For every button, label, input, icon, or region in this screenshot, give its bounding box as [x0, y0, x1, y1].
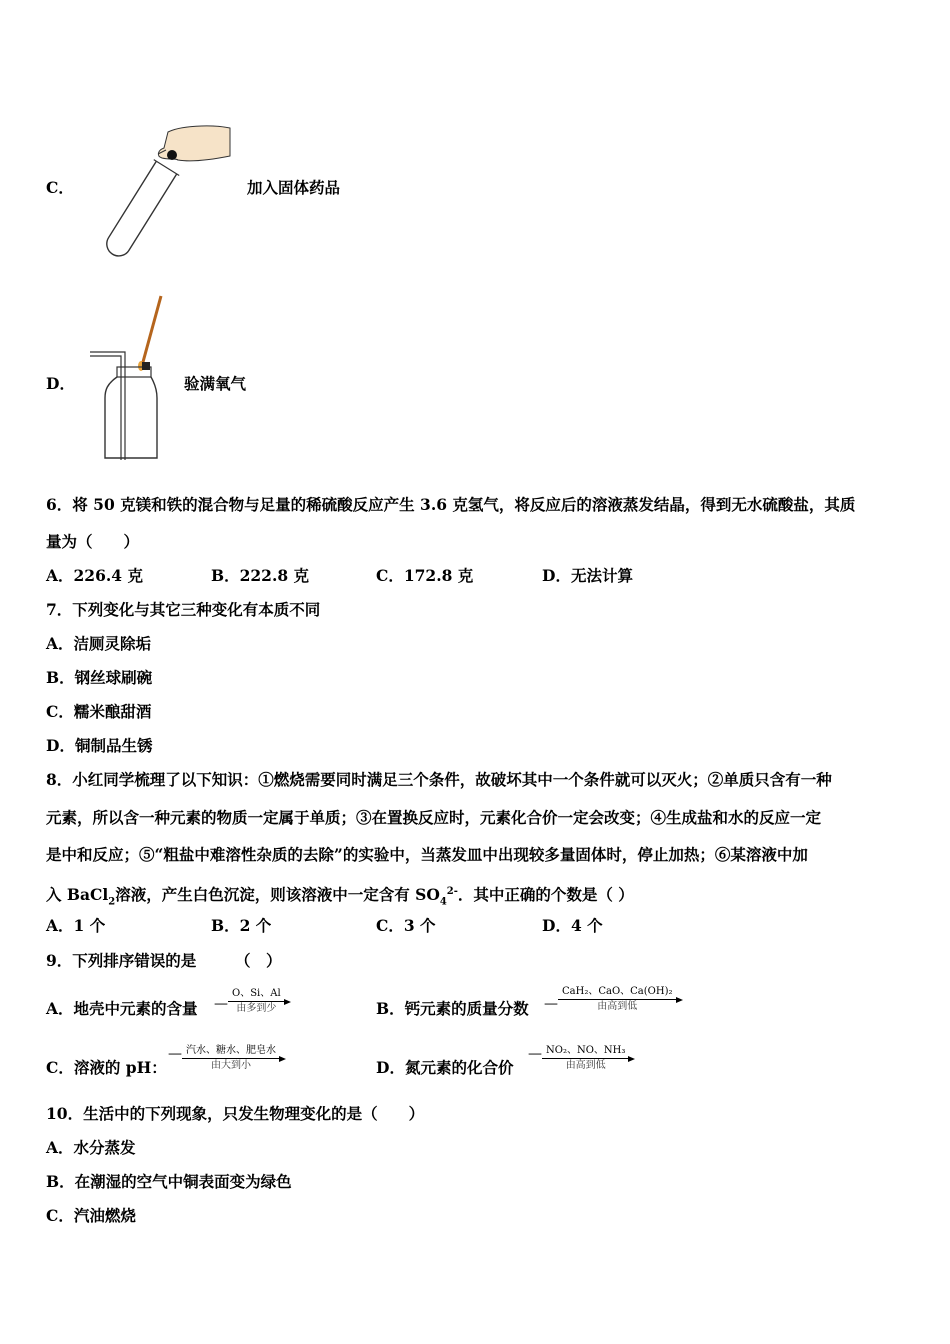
q8-stem-line4: 入 BaCl$_2$溶液，产生白色沉淀，则该溶液中一定含有 $SO_4^{2-}$．其中正确的个数是（ ）	[46, 885, 634, 908]
q7-option-b[interactable]: B．钢丝球刷碗	[46, 668, 153, 687]
q8-stem-line3: 是中和反应；⑤“粗盐中难溶性杂质的去除”的实验中，当蒸发皿中出现较多量固体时，停止加热；⑥某溶液中加	[46, 845, 808, 864]
q9-option-a[interactable]: A．地壳中元素的含量	[46, 999, 198, 1018]
q8-stem-line1: 8．小红同学梳理了以下知识：①燃烧需要同时满足三个条件，故破坏其中一个条件就可以灭火；②单质只含有一种	[46, 770, 832, 789]
q6-option-d[interactable]: D．无法计算	[542, 566, 633, 585]
q9-stem: 9．下列排序错误的是 （ ）	[46, 951, 282, 970]
option-c-label: C．	[46, 178, 74, 197]
gas-bottle-figure	[85, 292, 180, 464]
q9-option-b[interactable]: B．钙元素的质量分数	[376, 999, 529, 1018]
q9-a-dash: —	[214, 996, 228, 1012]
q6-stem-line1: 6．将 50 克镁和铁的混合物与足量的稀硫酸反应产生 3.6 克氢气，将反应后的溶液蒸发结晶，得到无水硫酸盐，其质	[46, 495, 856, 514]
q9-option-d[interactable]: D．氮元素的化合价	[376, 1058, 514, 1077]
q8-option-a[interactable]: A．1 个	[46, 916, 106, 935]
test-tube-hand-figure	[90, 120, 240, 265]
q6-stem-line2: 量为（ ）	[46, 532, 140, 551]
option-c-caption: 加入固体药品	[247, 178, 341, 197]
q6-option-b[interactable]: B．222.8 克	[211, 566, 310, 585]
q7-option-c[interactable]: C．糯米酿甜酒	[46, 702, 152, 721]
q9-b-dash: —	[544, 996, 558, 1012]
q10-option-b[interactable]: B．在潮湿的空气中铜表面变为绿色	[46, 1172, 292, 1191]
q8-option-c[interactable]: C．3 个	[376, 916, 436, 935]
q8-option-b[interactable]: B．2 个	[211, 916, 272, 935]
q10-stem: 10．生活中的下列现象，只发生物理变化的是（ ）	[46, 1104, 425, 1123]
q7-option-d[interactable]: D．铜制品生锈	[46, 736, 153, 755]
q8-option-d[interactable]: D．4 个	[542, 916, 603, 935]
q10-option-a[interactable]: A．水分蒸发	[46, 1138, 136, 1157]
q7-option-a[interactable]: A．洁厕灵除垢	[46, 634, 152, 653]
q9-d-arrow: NO₂、NO、NH₃ 由高到低	[542, 1045, 629, 1072]
q7-stem: 7．下列变化与其它三种变化有本质不同	[46, 600, 321, 619]
q9-d-dash: —	[528, 1046, 542, 1062]
q10-option-c[interactable]: C．汽油燃烧	[46, 1206, 136, 1225]
q9-option-c[interactable]: C．溶液的 pH：	[46, 1058, 167, 1077]
q9-b-arrow: CaH₂、CaO、Ca(OH)₂ 由高到低	[558, 986, 677, 1013]
option-d-label: D．	[46, 374, 75, 393]
q9-c-arrow: 汽水、糖水、肥皂水 由大到小	[182, 1045, 280, 1072]
q6-option-c[interactable]: C．172.8 克	[376, 566, 474, 585]
q9-c-dash: —	[168, 1046, 182, 1062]
option-d-caption: 验满氧气	[184, 374, 247, 393]
q9-a-arrow: O、Si、Al 由多到少	[228, 988, 285, 1015]
q8-stem-line2: 元素，所以含一种元素的物质一定属于单质；③在置换反应时，元素化合价一定会改变；④生成盐和水的反应一定	[46, 808, 822, 827]
q6-option-a[interactable]: A．226.4 克	[46, 566, 143, 585]
